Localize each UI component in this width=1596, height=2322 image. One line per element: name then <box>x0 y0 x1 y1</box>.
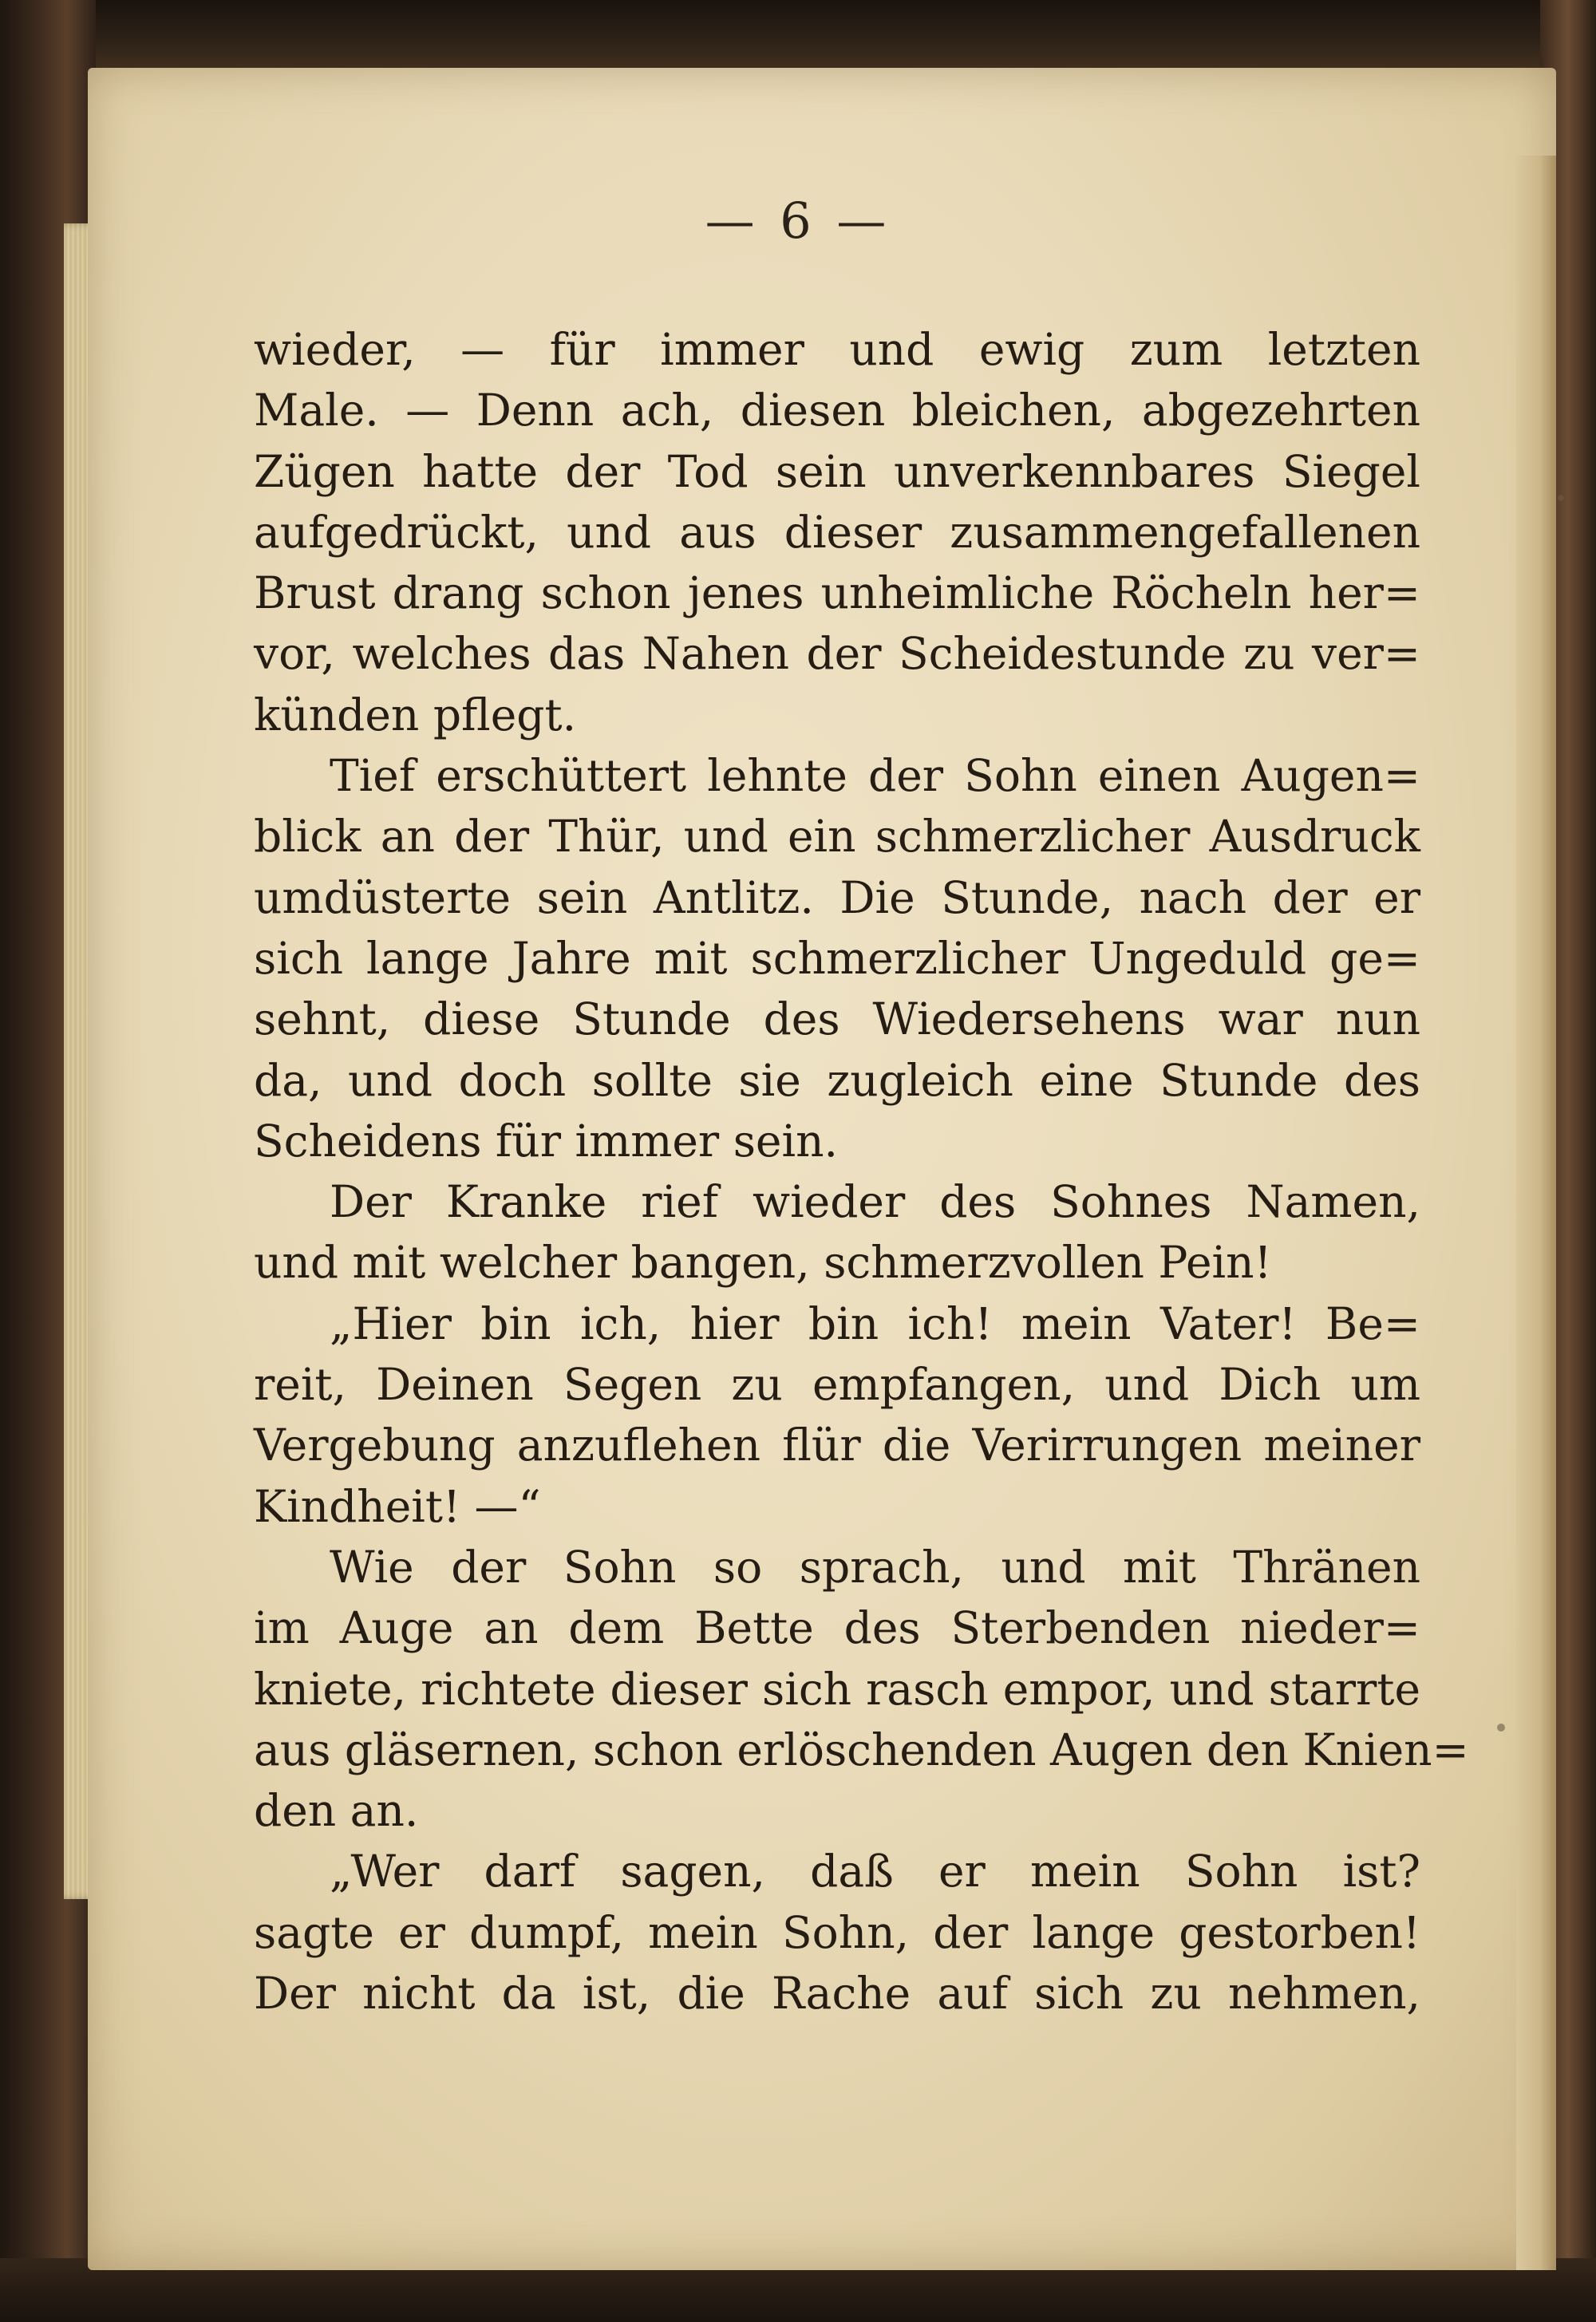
body-text <box>254 319 1469 2024</box>
text-line: Wie der Sohn so sprach, und mit Thränen <box>330 1541 1420 1593</box>
text-line: Male. — Denn ach, diesen bleichen, abgezehrten <box>254 385 1420 436</box>
text-line: Tief erschüttert lehnte der Sohn einen Augen= <box>330 750 1420 802</box>
text-line: reit, Deinen Segen zu empfangen, und Dich um <box>254 1359 1420 1411</box>
text-line: Vergebung anzuflehen flür die Verirrungen meiner <box>254 1420 1420 1471</box>
text-line: Kindheit! —“ <box>254 1480 541 1532</box>
text-line: im Auge an dem Bette des Sterbenden nieder= <box>254 1602 1420 1654</box>
text-line: da, und doch sollte sie zugleich eine Stunde des <box>254 1054 1420 1106</box>
text-line: sagte er dumpf, mein Sohn, der lange gestorben! <box>254 1906 1420 1958</box>
text-line: „Wer darf sagen, daß er mein Sohn ist? <box>330 1846 1420 1897</box>
text-line: Brust drang schon jenes unheimliche Röcheln her= <box>254 567 1420 619</box>
text-line: künden pflegt. <box>254 689 577 740</box>
text-line: Der nicht da ist, die Rache auf sich zu nehmen, <box>254 1968 1420 2020</box>
text-line: sehnt, diese Stunde des Wiedersehens war nun <box>254 993 1420 1045</box>
text-line: Der Kranke rief wieder des Sohnes Namen, <box>330 1176 1420 1228</box>
paper-speck <box>1497 1724 1505 1732</box>
paper-speck <box>1558 495 1564 501</box>
text-line: sich lange Jahre mit schmerzlicher Ungeduld ge= <box>254 932 1420 984</box>
text-line: „Hier bin ich, hier bin ich! mein Vater! Be= <box>330 1297 1420 1349</box>
text-line: blick an der Thür, und ein schmerzlicher Ausdruck <box>254 811 1420 863</box>
facing-page-edge <box>1516 156 1556 2270</box>
text-line: den an. <box>254 1785 419 1837</box>
text-line: aus gläsernen, schon erlöschenden Augen den Knien= <box>254 1724 1469 1775</box>
text-line: und mit welcher bangen, schmerzvollen Pein! <box>254 1237 1272 1289</box>
text-line: Scheidens für immer sein. <box>254 1115 838 1167</box>
text-line: Zügen hatte der Tod sein unverkennbares Siegel <box>254 445 1420 497</box>
book-cover-top-edge <box>0 0 1596 72</box>
page-number-header: — 6 — <box>705 192 891 250</box>
text-line: kniete, richtete dieser sich rasch empor, und starrte <box>254 1663 1420 1715</box>
text-line: aufgedrückt, und aus dieser zusammengefallenen <box>254 506 1420 558</box>
text-line: wieder, — für immer und ewig zum letzten <box>254 324 1420 375</box>
text-line: vor, welches das Nahen der Scheidestunde zu ver= <box>254 628 1420 680</box>
text-line: umdüsterte sein Antlitz. Die Stunde, nach der er <box>254 871 1420 923</box>
